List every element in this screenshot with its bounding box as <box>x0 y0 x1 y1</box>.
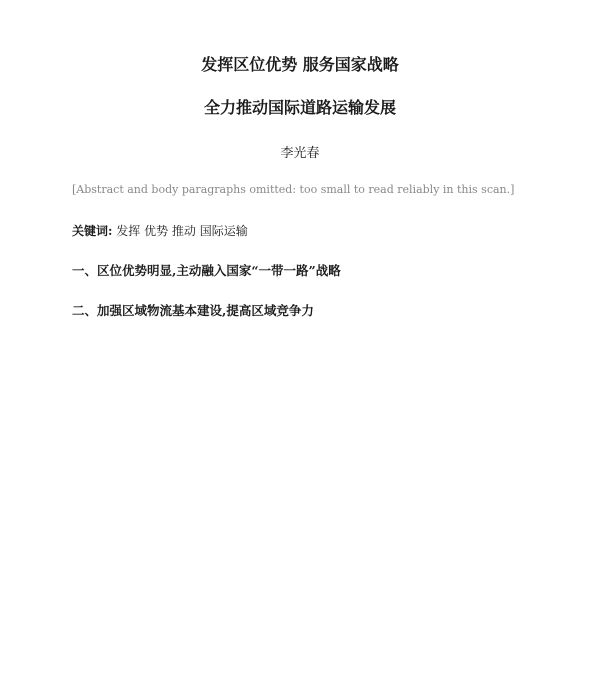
keywords <box>72 222 528 239</box>
document-subtitle: 全力推动国际道路运输发展 <box>203 98 396 117</box>
omitted-abstract-note: [Abstract and body paragraphs omitted: too small to read reliably in this scan.] <box>72 183 515 196</box>
keywords-label: 关键词: <box>72 224 113 238</box>
document-author: 李光春 <box>280 146 320 161</box>
section-heading-1: 一、区位优势明显,主动融入国家“一带一路”战略 <box>72 263 341 278</box>
document-title: 发挥区位优势 服务国家战略 <box>201 55 399 74</box>
keywords-value: 发挥 优势 推动 国际运输 <box>116 224 248 238</box>
section-heading-2: 二、加强区域物流基本建设,提高区域竞争力 <box>72 303 314 318</box>
